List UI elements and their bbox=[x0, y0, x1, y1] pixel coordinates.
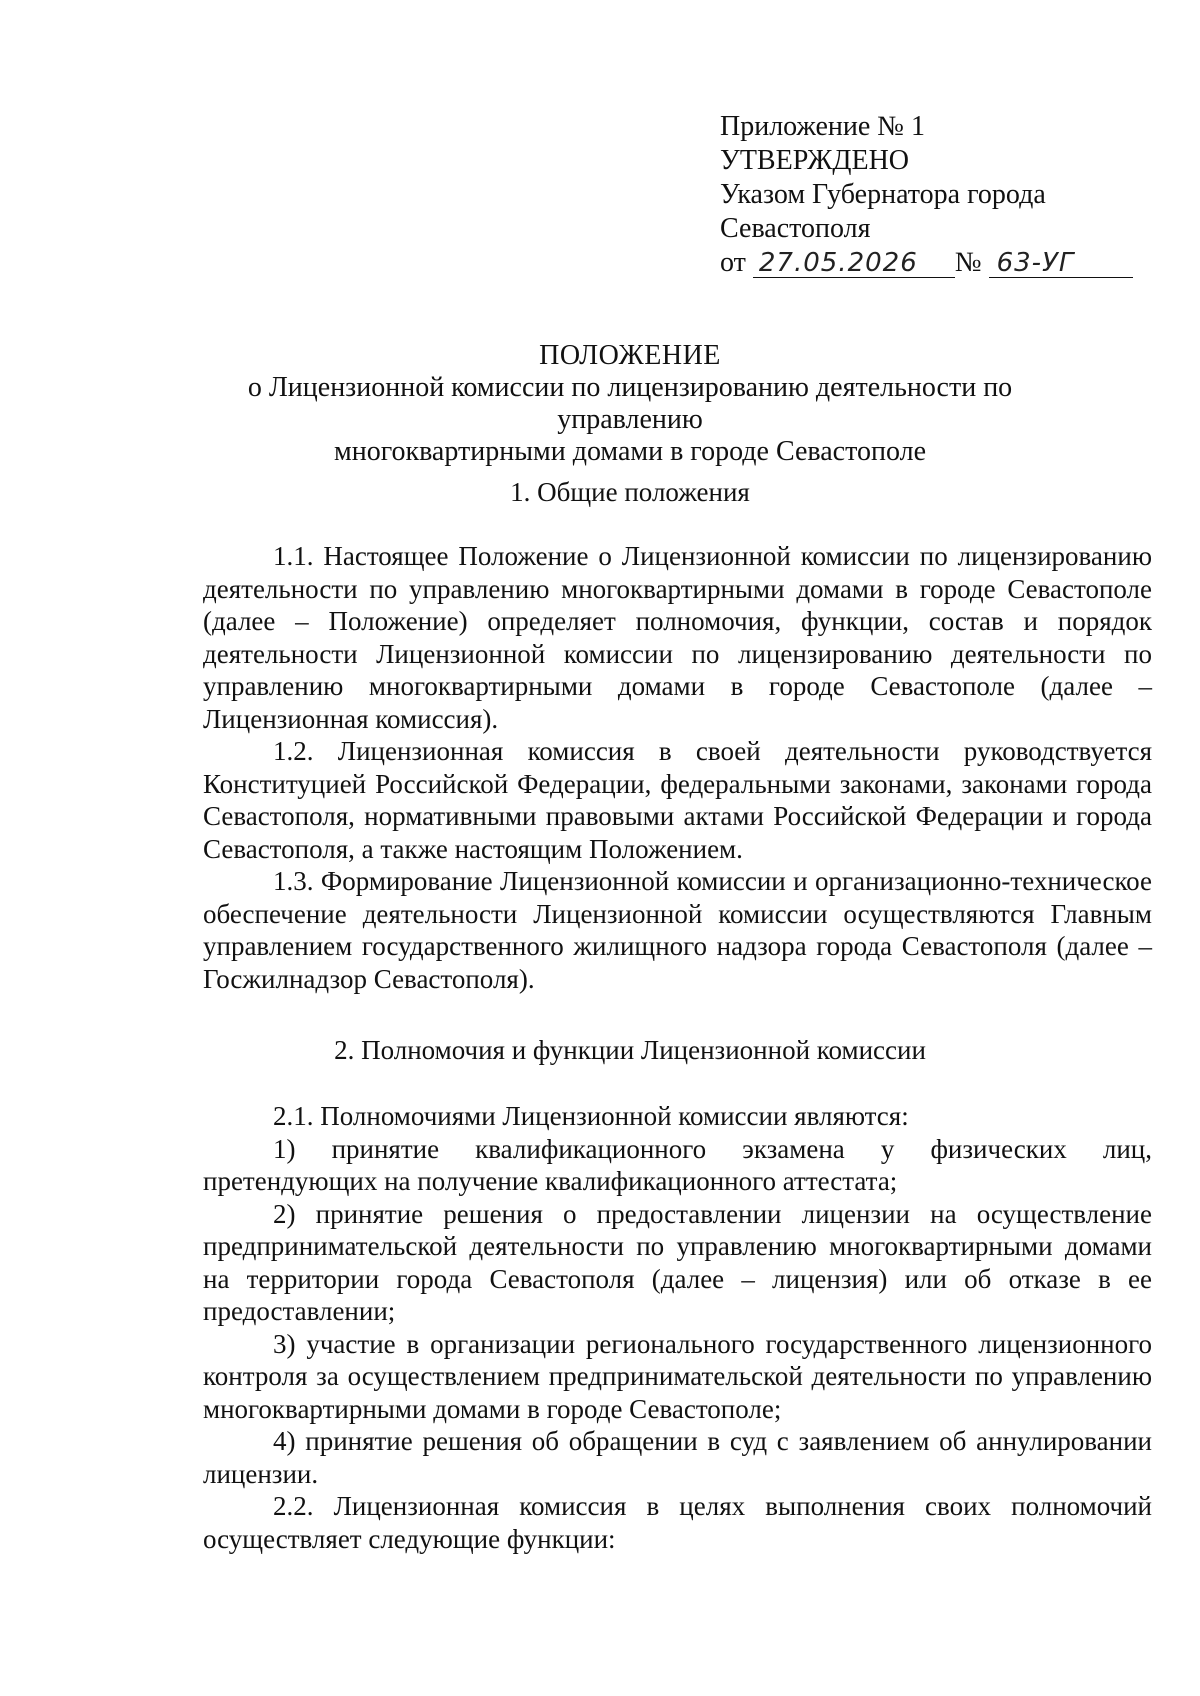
section-1-body bbox=[203, 540, 1152, 995]
paragraph-2-1: 2.1. Полномочиями Лицензионной комиссии являются: bbox=[273, 1101, 909, 1131]
decree-date-field bbox=[753, 249, 955, 278]
paragraph-1-2: 1.2. Лицензионная комиссия в своей деятельности руководствуется Конституцией Российской Федерации, федеральными законами, законами города Севастополя, нормативными правовыми актами Российской Федерации и города Севастополя, а также настоящим Положением. bbox=[203, 736, 1152, 864]
decree-issuer-line: Указом Губернатора города bbox=[720, 179, 1046, 210]
date-prefix: от bbox=[720, 247, 746, 278]
list-item-2-1-3: 3) участие в организации регионального государственного лицензионного контроля за осуществлением предпринимательской деятельности по управлению многоквартирными домами в городе Севастополе; bbox=[203, 1328, 1152, 1424]
list-item-2-1-1: 1) принятие квалификационного экзамена у физических лиц, претендующих на получение квалификационного аттестата; bbox=[203, 1133, 1152, 1196]
approved-label: УТВЕРЖДЕНО bbox=[720, 145, 910, 176]
decree-number-field bbox=[989, 249, 1133, 278]
decree-date-number-line bbox=[720, 246, 1140, 280]
paragraph-1-3: 1.3. Формирование Лицензионной комиссии и организационно-техническое обеспечение деятельности Лицензионной комиссии осуществляются Главным управлением государственного жилищного надзора города Севастополя (далее – Госжилнадзор Севастополя). bbox=[203, 866, 1152, 994]
approval-stamp-block bbox=[720, 110, 1140, 280]
paragraph-2-2: 2.2. Лицензионная комиссия в целях выполнения своих полномочий осуществляет следующие функции: bbox=[203, 1491, 1152, 1554]
decree-number-handwritten: 63-УГ bbox=[996, 248, 1075, 278]
section-2-heading: 2. Полномочия и функции Лицензионной комиссии bbox=[334, 1035, 926, 1065]
number-prefix: № bbox=[954, 247, 982, 278]
document-title-block bbox=[180, 340, 1080, 468]
section-1-heading: 1. Общие положения bbox=[510, 477, 750, 507]
document-title: ПОЛОЖЕНИЕ bbox=[539, 340, 721, 371]
paragraph-1-1: 1.1. Настоящее Положение о Лицензионной комиссии по лицензированию деятельности по управлению многоквартирными домами в городе Севастополе (далее – Положение) определяет полномочия, функции, состав и порядок деятельности Лицензионной комиссии по лицензированию деятельности по управлению многоквартирными домами в городе Севастополе (далее – Лицензионная комиссия). bbox=[203, 541, 1152, 734]
list-item-2-1-2: 2) принятие решения о предоставлении лицензии на осуществление предпринимательской деятельности по управлению многоквартирными домами на территории города Севастополя (далее – лицензия) или об отказе в ее предоставлении; bbox=[203, 1198, 1152, 1326]
appendix-number: Приложение № 1 bbox=[720, 111, 925, 142]
decree-date-handwritten: 27.05.2026 bbox=[758, 248, 918, 278]
decree-issuer-city: Севастополя bbox=[720, 213, 871, 244]
list-item-2-1-4: 4) принятие решения об обращении в суд с заявлением об аннулировании лицензии. bbox=[203, 1426, 1152, 1489]
section-2-body bbox=[203, 1100, 1152, 1555]
document-subtitle-line-1: о Лицензионной комиссии по лицензированию деятельности по управлению bbox=[247, 372, 1013, 435]
document-subtitle-line-2: многоквартирными домами в городе Севастополе bbox=[333, 436, 926, 467]
